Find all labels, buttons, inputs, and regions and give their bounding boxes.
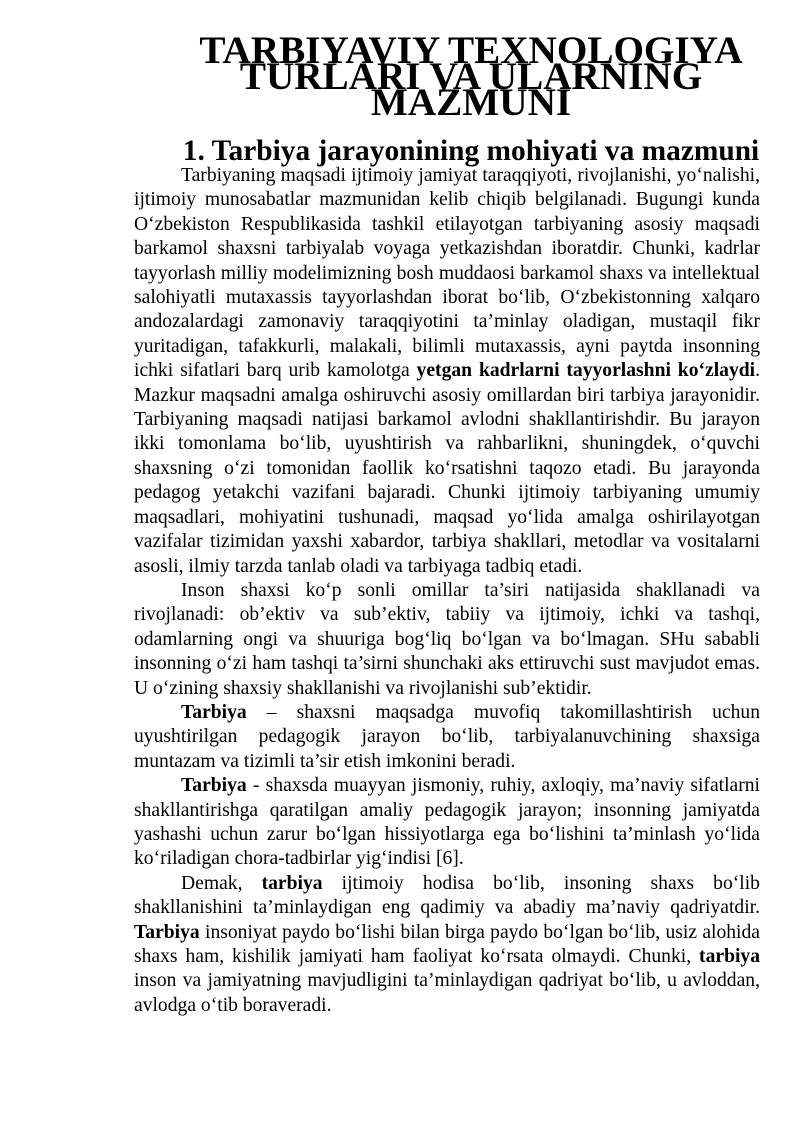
paragraph-5-text-d: inson va jamiyatning mavjudligini ta’minlaydigan qadriyat bo‘lib, u avloddan, avlodga o‘tib boraveradi. [134,970,760,1016]
paragraph-4 [134,774,760,872]
paragraph-3 [134,701,760,774]
section-heading: 1. Tarbiya jarayonining mohiyati va mazmuni [182,135,760,167]
paragraph-1 [134,164,760,579]
paragraph-3-text: – shaxsni maqsadga muvofiq takomillashtirish uchun uyushtirilgan pedagogik jarayon bo‘lib, tarbiyalanuvchining shaxsiga muntazam va tizimli ta’sir etish imkonini beradi. [134,701,760,772]
paragraph-1-text-b: . Mazkur maqsadni amalga oshiruvchi asosiy omillardan biri tarbiya jarayonidir. Tarbiyaning maqsadi natijasi barkamol avlodni shakllantirishdir. Bu jarayon ikki tomonlama bo‘lib, uyushtirish va rahbarlikni, shuningdek, o‘quvchi shaxsning o‘zi tomonidan faollik ko‘rsatishni taqozo etadi. Bu jarayonda pedagog yetakchi vazifani bajaradi. Chunki ijtimoiy tarbiyaning umumiy maqsadlari, mohiyatini tushunadi, maqsad yo‘lida amalga oshirilayotgan vazifalar tizimidan yaxshi xabardor, tarbiya shakllari, metodlar va vositalarni asosli, ilmiy tarzda tanlab oladi va tarbiyaga tadbiq etadi. [134,360,760,577]
paragraph-5-term-2: Tarbiya [134,921,200,943]
paragraph-5-term-3: tarbiya [699,946,760,967]
paragraph-3-term: Tarbiya [181,701,247,723]
paragraph-2: Inson shaxsi ko‘p sonli omillar ta’siri natijasida shakllanadi va rivojlanadi: ob’ektiv va sub’ektiv, tabiiy va ijtimoiy, ichki va tashqi, odamlarning ongi va shuuriga bog‘liq bo‘lgan va bo‘lmagan. SHu sababli insonning o‘zi ham tashqi ta’sirni shunchaki aks ettiruvchi sust mavjudot emas. U o‘zining shaxsiy shakllanishi va rivojlanishi sub’ektidir. [134,579,760,699]
paragraph-1-text-a: Tarbiyaning maqsadi ijtimoiy jamiyat taraqqiyoti, rivojlanishi, yo‘nalishi, ijtimoiy munosabatlar mazmunidan kelib chiqib belgilanadi. Bugungi kunda O‘zbekiston Respublikasida tashkil etilayotgan tarbiyaning asosiy maqsadi barkamol shaxsni tarbiyalab voyaga yetkazishdan iboratdir. Chunki, kadrlar tayyorlash milliy modelimizning bosh muddaosi barkamol shaxs va intellektual salohiyatli mutaxassis tayyorlashdan iborat bo‘lib, O‘zbekistonning xalqaro andozalardagi zamonaviy taraqqiyotini ta’minlay oladigan, mustaqil fikr yuritadigan, tafakkurli, malakali, bilimli mutaxassis, ayni paytda insonning ichki sifatlari barq urib kamolotga [134,165,760,382]
paragraph-4-term: Tarbiya [181,775,247,797]
paragraph-4-text: - shaxsda muayyan jismoniy, ruhiy, axloqiy, ma’naviy sifatlarni shakllantirishga qaratilgan amaliy pedagogik jarayon; insonning jamiyatda yashashi uchun zarur bo‘lgan hissiyotlarga ega bo‘lishini ta’minlash yo‘lida ko‘riladigan chora-tadbirlar yig‘indisi [6]. [134,775,760,870]
paragraph-1-bold: yetgan kadrlarni tayyorlashni ko‘zlaydi [416,360,756,382]
document-page [134,29,760,1018]
paragraph-5-text-b: ijtimoiy hodisa bo‘lib, insoning shaxs bo‘lib shakllanishini ta’minlaydigan eng qadimiy va abadiy ma’naviy qadriyatdir. [134,872,760,919]
paragraph-5-text-c: insoniyat paydo bo‘lishi bilan birga paydo bo‘lgan bo‘lib, usiz alohida shaxs ham, kishilik jamiyati ham faoliyat ko‘rsata olmaydi. Chunki, [134,921,760,967]
paragraph-5 [134,872,760,1018]
document-title: TARBIYAVIY TEXNOLOGIYA TURLARI VA ULARNING MAZMUNI [199,29,743,124]
paragraph-5-term-1: tarbiya [261,872,323,894]
paragraph-5-text-a: Demak, [181,872,262,894]
